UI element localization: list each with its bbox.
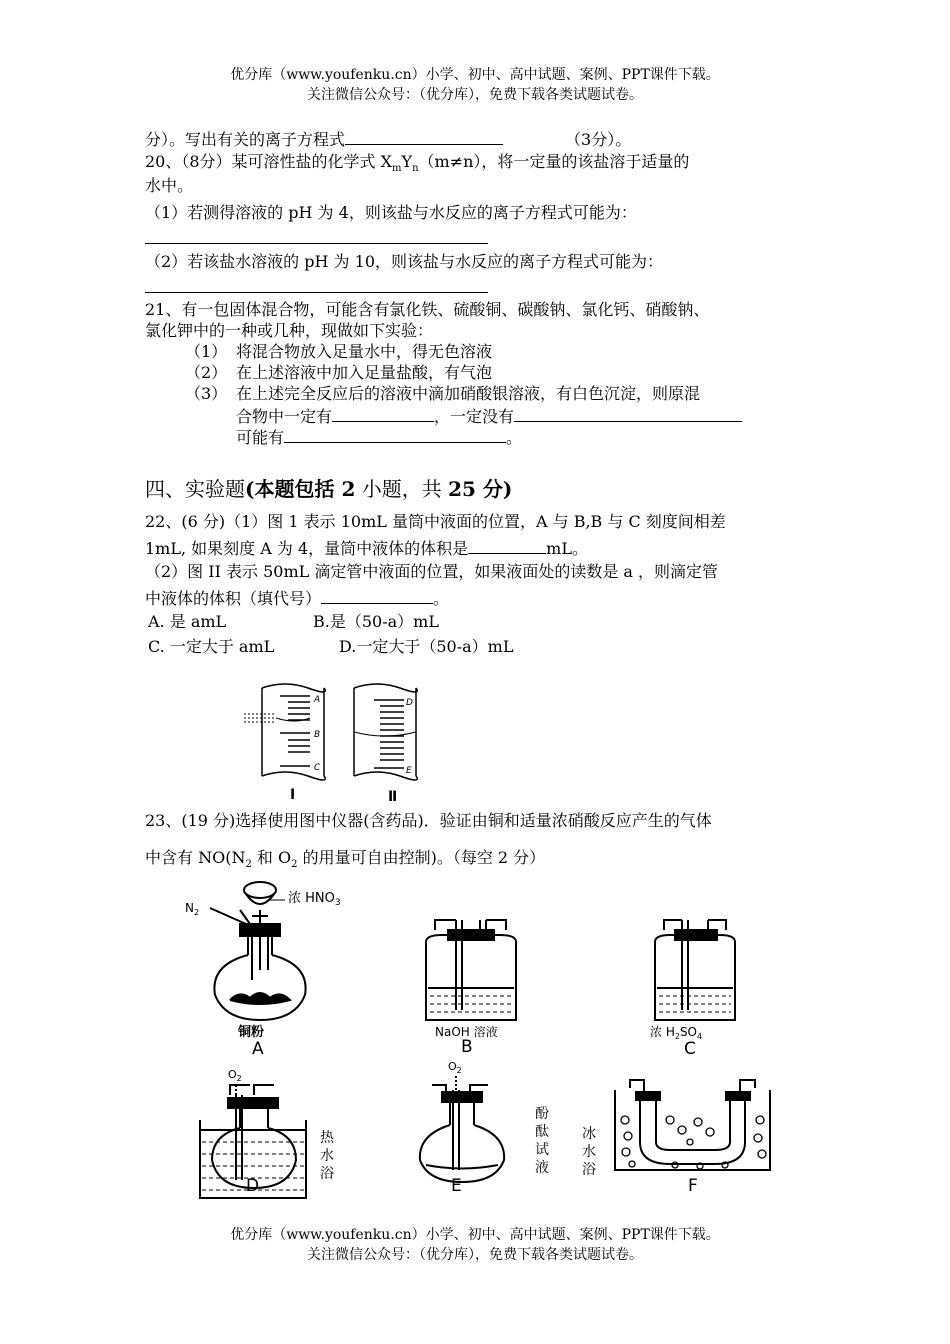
q21-absent-blank[interactable] — [514, 405, 742, 422]
q22-option-b: B.是（50-a）mL — [313, 612, 439, 631]
q20-part1-blank[interactable] — [145, 243, 488, 244]
apparatus-a-reagent: 浓 $HNO_3$ — [288, 891, 341, 908]
q21-step-1-num: （1） — [185, 342, 228, 361]
apparatus-d-gas: $O_2$ — [228, 1068, 242, 1083]
q21-step-2: 在上述溶液中加入足量盐酸，有气泡 — [236, 363, 493, 382]
apparatus-d-side-2: 水 — [320, 1148, 334, 1164]
apparatus-c-label: 浓 $H_2SO_4$ — [650, 1025, 703, 1041]
cylinder-mark-c: C — [314, 763, 321, 773]
apparatus-b — [426, 920, 516, 1020]
apparatus-e-side-2: 酞 — [535, 1124, 549, 1140]
q20-part2-blank[interactable] — [145, 292, 488, 293]
apparatus-d-side-1: 热 — [320, 1130, 334, 1146]
q21-stem-2: 氯化钾中的一种或几种，现做如下实验： — [145, 321, 434, 340]
apparatus-f — [615, 1080, 770, 1170]
q21-step-3-c: 可能有 。 — [236, 428, 523, 447]
q20-stem-2: 水中。 — [145, 176, 194, 195]
apparatus-a-label: 铜粉 — [238, 1025, 265, 1040]
q19-tail: 分）。写出有关的离子方程式 （3分）。 — [145, 130, 632, 149]
apparatus-f-side-1: 冰 — [582, 1126, 596, 1142]
burette-mark-e: E — [406, 766, 412, 776]
apparatus-a-letter: A — [252, 1039, 264, 1059]
apparatus-d-side-3: 浴 — [320, 1166, 334, 1182]
q22-option-a: A. 是 amL — [148, 612, 227, 631]
apparatus-diagram — [170, 880, 790, 1200]
q22-option-c: C. 一定大于 amL — [148, 637, 275, 656]
q23-line-2: 中含有 $NO(N_2$ 和 $O_2$ 的用量可自由控制)。（每空 2 分） — [145, 848, 546, 871]
footer-line-1: 优分库（www.youfenku.cn）小学、初中、高中试题、案例、PPT课件下载。 — [230, 1227, 720, 1243]
section-4-title: 四、实验题(本题包括 2 小题，共 25 分) — [145, 477, 513, 501]
apparatus-f-side-2: 水 — [582, 1144, 596, 1160]
apparatus-e-side-1: 酚 — [535, 1106, 549, 1122]
q21-step-3-b: 合物中一定有 ，一定没有 — [236, 405, 742, 427]
q22-figures — [240, 678, 440, 806]
apparatus-f-side-3: 浴 — [582, 1162, 596, 1178]
q21-possible-blank[interactable] — [284, 426, 506, 443]
burette-mark-d: D — [406, 698, 413, 708]
apparatus-b-letter: B — [461, 1037, 473, 1057]
q20-stem: 20、（8分）某可溶性盐的化学式 $X_mY_n(m\ne n)$，将一定量的该盐溶于适量的 — [145, 152, 690, 175]
apparatus-e-gas: $O_2$ — [448, 1060, 462, 1075]
q22-volume-blank[interactable] — [468, 537, 546, 554]
q22-line-3: （2）图 II 表示 50mL 滴定管中液面的位置，如果液面处的读数是 a ，则滴定管 — [145, 562, 719, 581]
q21-stem-1: 21、有一包固体混合物，可能含有氯化铁、硫酸铜、碳酸钠、氯化钙、硝酸钠、 — [145, 300, 710, 319]
q21-step-2-num: （2） — [185, 363, 228, 382]
q22-choice-blank[interactable] — [321, 587, 433, 604]
apparatus-b-label: NaOH 溶液 — [435, 1025, 498, 1039]
q21-definite-blank[interactable] — [332, 405, 434, 422]
apparatus-d-letter-bottom: D — [246, 1176, 260, 1196]
q22-line-1: 22、(6 分)（1）图 1 表示 10mL 量筒中液面的位置，A 与 B,B 与 C 刻度间相差 — [145, 512, 726, 531]
apparatus-a-gas: $N_2$ — [185, 901, 200, 917]
figure-2-label: Ⅱ — [388, 789, 398, 805]
cylinder-mark-a: A — [314, 695, 321, 705]
q22-line-4: 中液体的体积（填代号） 。 — [145, 589, 450, 608]
q23-line-1: 23、(19 分)选择使用图中仪器(含药品)．验证由铜和适量浓硝酸反应产生的气体 — [145, 811, 712, 830]
q21-step-3: 在上述完全反应后的溶液中滴加硝酸银溶液，有白色沉淀，则原混 — [236, 384, 701, 403]
figure-1-label: I — [290, 787, 296, 803]
q20-part2: （2）若该盐水溶液的 pH 为 10，则该盐与水反应的离子方程式可能为： — [145, 252, 663, 271]
cylinder-mark-b: B — [314, 730, 321, 740]
q22-line-2: 1mL, 如果刻度 A 为 4，量筒中液体的体积是 mL。 — [145, 539, 588, 558]
header-line-2: 关注微信公众号：（优分库），免费下载各类试题试卷。 — [307, 87, 643, 103]
q21-step-1: 将混合物放入足量水中，得无色溶液 — [236, 342, 493, 361]
q21-step-3-num: （3） — [185, 384, 228, 403]
apparatus-e-side-3: 试 — [535, 1142, 549, 1158]
apparatus-c-letter: C — [684, 1039, 696, 1059]
apparatus-e — [420, 1076, 504, 1182]
apparatus-c — [655, 920, 735, 1020]
apparatus-e-side-4: 液 — [535, 1160, 549, 1176]
footer-line-2: 关注微信公众号：（优分库），免费下载各类试题试卷。 — [307, 1247, 643, 1263]
apparatus-f-letter: F — [688, 1176, 698, 1196]
q20-part1: （1）若测得溶液的 pH 为 4，则该盐与水反应的离子方程式可能为： — [145, 203, 637, 222]
q22-option-d: D.一定大于（50-a）mL — [339, 637, 514, 656]
apparatus-e-letter: E — [451, 1176, 462, 1196]
q19-answer-blank[interactable] — [345, 128, 503, 145]
header-line-1: 优分库（www.youfenku.cn）小学、初中、高中试题、案例、PPT课件下载。 — [230, 67, 720, 83]
